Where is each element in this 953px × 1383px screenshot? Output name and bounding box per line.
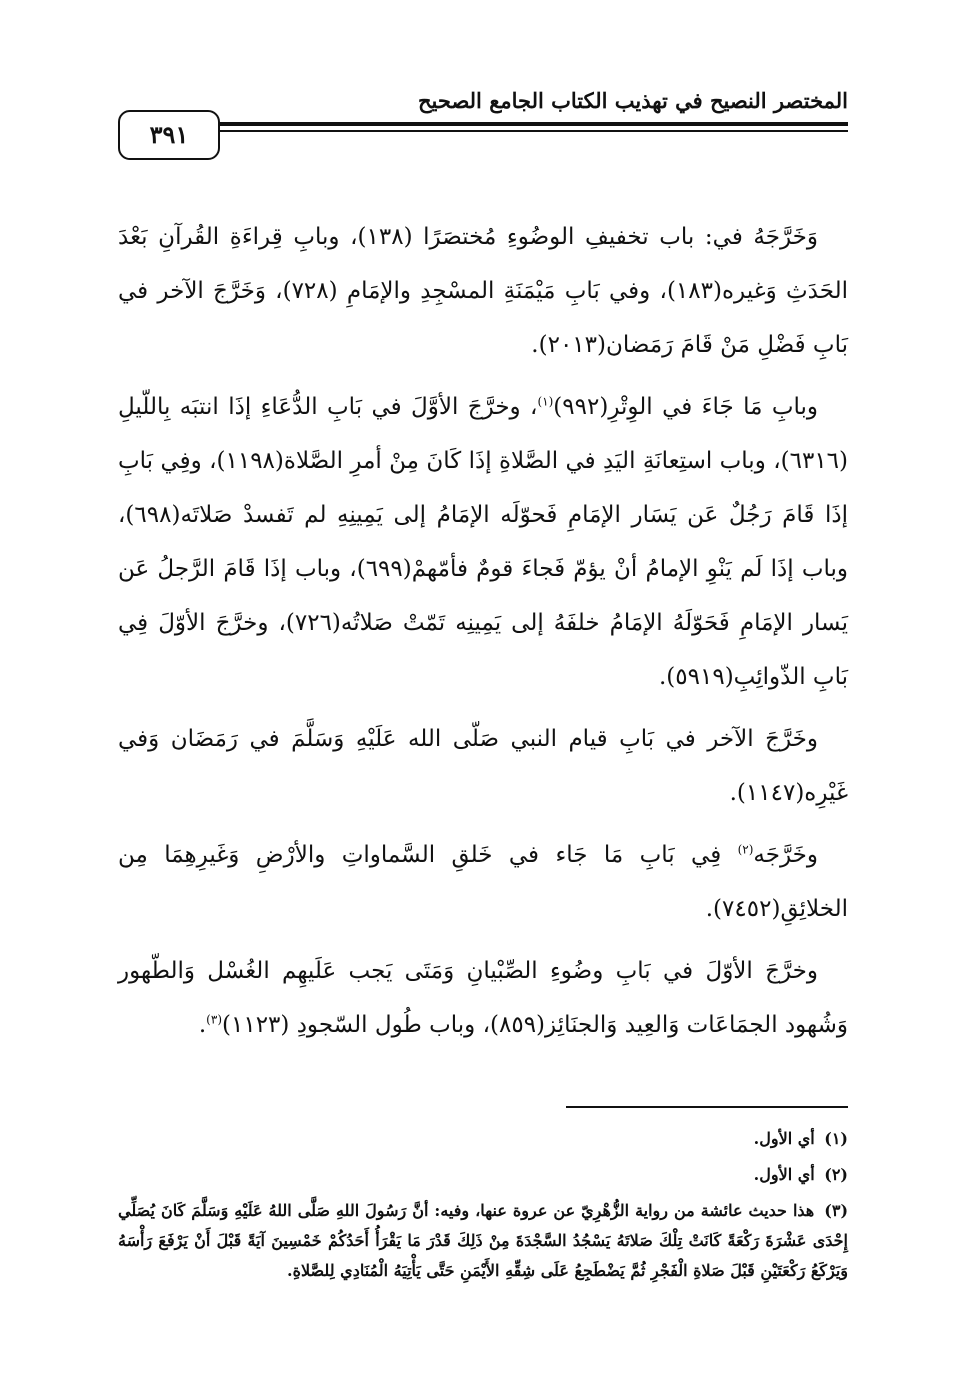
paragraph-5: [118, 944, 848, 1052]
running-title: المختصر النصيح في تهذيب الكتاب الجامع الصحيح: [418, 88, 848, 113]
main-text: [118, 210, 848, 1060]
footnote-1: [118, 1124, 848, 1154]
footnote-number: (٢): [824, 1165, 848, 1184]
footnote-3: [118, 1196, 848, 1286]
paragraph-text: وبابِ مَا جَاءَ في الوِتْرِ(٩٩٢): [553, 394, 818, 420]
paragraph-2: [118, 380, 848, 704]
paragraph-1: [118, 210, 848, 372]
paragraph-4: [118, 828, 848, 936]
footnotes: [118, 1124, 848, 1292]
footnote-separator: [566, 1106, 848, 1108]
footnote-marker: (١): [537, 394, 554, 409]
footnote-text: هذا حديث عائشة من رواية الزُّهْرِيّ عن عروة عنها، وفيه: أنَّ رَسُولَ اللهِ صَلَّى اللهُ عَلَيْهِ وَسَلَّمَ كَانَ يُصَلِّي إِحْدَى عَشْرَةَ رَكْعَةً كَانَتْ تِلْكَ صَلاتَهُ يَسْجُدُ السَّجْدَةَ مِنْ ذَلِكَ قَدْرَ مَا يَقْرَأُ أَحَدُكُمْ خَمْسِينَ آيَةً قَبْلَ أَنْ يَرْفَعَ رَأْسَهُ وَيَرْكَعُ رَكْعَتَيْنِ قَبْلَ صَلاةِ الْفَجْرِ ثُمَّ يَضْطَجِعُ عَلَى شِقِّهِ الأَيْمَنِ حَتَّى يَأْتِيَهُ الْمُنَادِي لِلصَّلاةِ.: [118, 1201, 848, 1280]
paragraph-text: وخرَّجَ الأوّلَ في بَابِ وضُوءِ الصِّبْيانِ وَمَتَى يَجب عَلَيهِم الغُسْل وَالطّهور وَشُهود الجمَاعَات وَالعِيد وَالجنَائِز(٨٥٩)، وباب طُول السّجودِ (١١٢٣): [118, 958, 848, 1038]
footnote-2: [118, 1160, 848, 1190]
footnote-marker: (٣): [206, 1012, 222, 1027]
footnote-text: أي الأول.: [753, 1129, 815, 1148]
footnote-text: أي الأول.: [753, 1165, 815, 1184]
paragraph-text-continued: ، وخرَّجَ الأوَّلَ في بَابِ الدُّعَاءِ إذَا انتبَه بِاللّيلِ (٦٣١٦)، وباب استِعانَةِ اليَدِ في الصَّلاةِ إذَا كَانَ مِنْ أمرِ الصَّلاة(١١٩٨)، وفِي بَابِ إذَا قَامَ رَجُلٌ عَن يَسَار الإمَامِ فَحوّلَه الإمَامُ إلى يَمِينِهِ لم تَفسدْ صَلاتَه(٦٩٨)، وباب إذَا لَم يَنْوِ الإمامُ أنْ يؤمّ فَجاءَ قومٌ فأمّهمْ(٦٩٩)، وباب إذَا قَامَ الرَّجلُ عَن يَسار الإمَامِ فَحَوّلَهُ الإمَامُ خلفَهُ إلى يَمِينِه تَمّتْ صَلاتُه(٧٢٦)، وخرَّجَ الأوّلَ فِي بَابِ الذّوائِبِ(٥٩١٩).: [118, 394, 849, 690]
paragraph-text: وخَرَّجَ الآخر في بَابِ قيام النبي صَلّى الله عَلَيْهِ وَسَلَّمَ في رَمَضَان وَفي غَيْرِه(١١٤٧).: [118, 726, 848, 806]
footnote-number: (١): [824, 1129, 848, 1148]
paragraph-text-continued: فِي بَابِ مَا جَاء في خَلقِ السَّماواتِ والأرْضِ وَغَيرِهِمَا مِن الخلائِقِ(٧٤٥٢).: [118, 842, 848, 922]
page-number: ٣٩١: [118, 110, 220, 160]
header-rule-thin: [218, 130, 848, 132]
paragraph-text-continued: .: [198, 1012, 207, 1038]
footnote-number: (٣): [824, 1201, 849, 1220]
page-header: [118, 88, 848, 168]
header-rule-thick: [218, 122, 848, 126]
footnote-marker: (٢): [737, 842, 754, 857]
paragraph-text: وَخَرَّجَهُ في: باب تخفيفِ الوضُوءِ مُختصَرًا (١٣٨)، وبابِ قِراءَةِ القُرآنِ بَعْدَ الحَدَثِ وَغيره(١٨٣)، وفي بَابِ مَيْمَنَةِ المسْجِدِ والإمَامِ (٧٢٨)، وَخَرَّجَ الآخر في بَابِ فَضْلِ مَنْ قَامَ رَمَضان(٢٠١٣).: [118, 224, 848, 358]
paragraph-text: وخَرَّجَه: [753, 842, 818, 868]
paragraph-3: [118, 712, 848, 820]
